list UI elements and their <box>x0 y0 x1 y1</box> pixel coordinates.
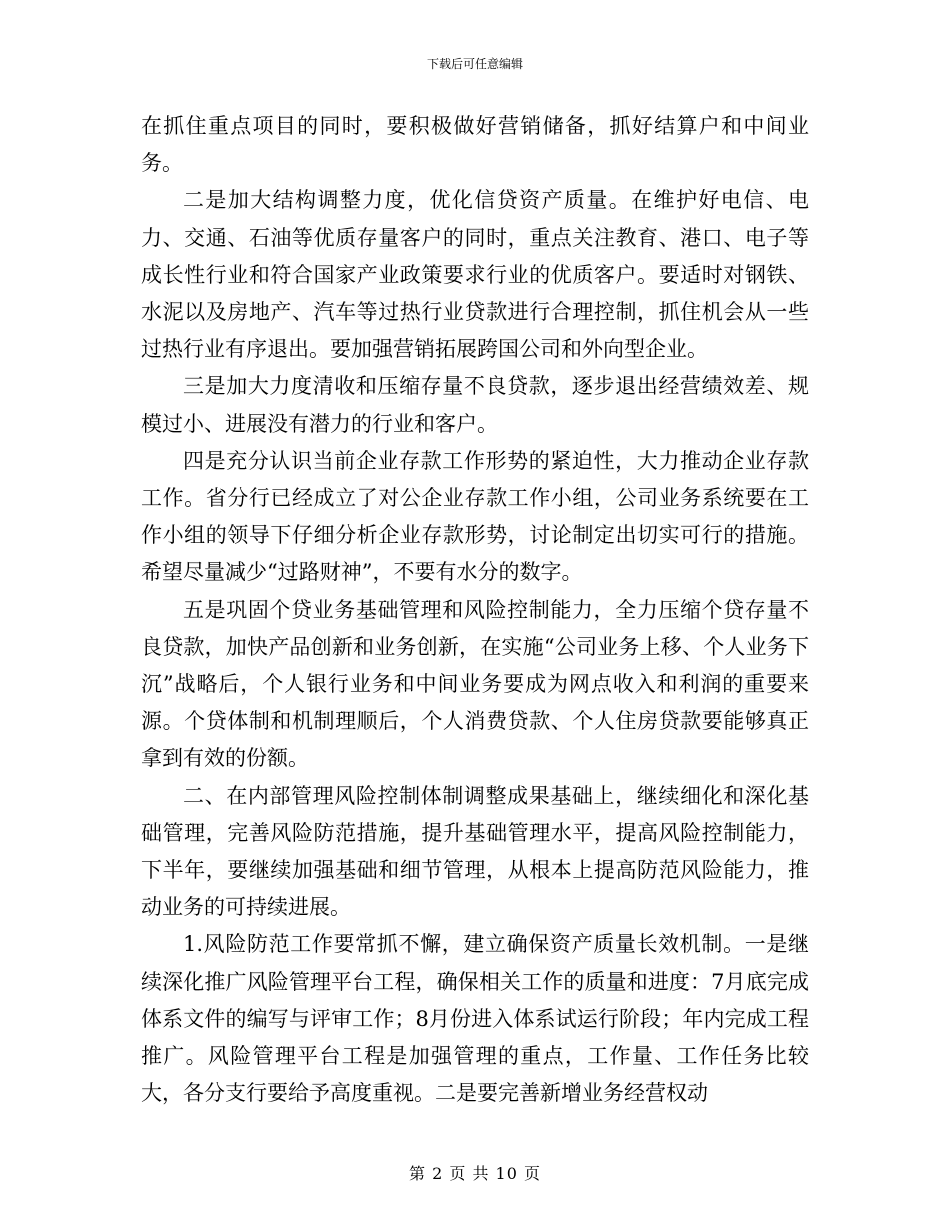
paragraph-personal-loans: 五是巩固个贷业务基础管理和风险控制能力，全力压缩个贷存量不良贷款，加快产品创新和业务创新，在实施“公司业务上移、个人业务下沉”战略后，个人银行业务和中间业务要成为网点收入和利润的重要来源。个贷体制和机制理顺后，个人消费贷款、个人住房贷款要能够真正拿到有效的份额。 <box>141 597 809 771</box>
paragraph-continuation: 在抓住重点项目的同时，要积极做好营销储备，抓好结算户和中间业务。 <box>141 114 809 176</box>
document-body <box>141 108 809 1112</box>
paragraph-risk-prevention: 1.风险防范工作要常抓不懈，建立确保资产质量长效机制。一是继续深化推广风险管理平台工程，确保相关工作的质量和进度：7月底完成体系文件的编写与评审工作；8月份进入体系试运行阶段；年内完成工程推广。风险管理平台工程是加强管理的重点，工作量、工作任务比较大，各分支行要给予高度重视。二是要完善新增业务经营权动 <box>141 932 809 1106</box>
paragraph-structure-adjustment: 二是加大结构调整力度，优化信贷资产质量。在维护好电信、电力、交通、石油等优质存量客户的同时，重点关注教育、港口、电子等成长性行业和符合国家产业政策要求行业的优质客户。要适时对钢铁、水泥以及房地产、汽车等过热行业贷款进行合理控制，抓住机会从一些过热行业有序退出。要加强营销拓展跨国公司和外向型企业。 <box>141 188 809 362</box>
paragraph-bad-loans: 三是加大力度清收和压缩存量不良贷款，逐步退出经营绩效差、规模过小、进展没有潜力的行业和客户。 <box>141 374 809 436</box>
paragraph-enterprise-deposits: 四是充分认识当前企业存款工作形势的紧迫性，大力推动企业存款工作。省分行已经成立了对公企业存款工作小组，公司业务系统要在工作小组的领导下仔细分析企业存款形势，讨论制定出切实可行的措施。希望尽量减少“过路财神”，不要有水分的数字。 <box>141 448 809 585</box>
page-header: 下载后可任意编辑 <box>426 57 523 71</box>
page-footer: 第 2 页 共 10 页 <box>409 1164 541 1183</box>
paragraph-internal-management: 二、在内部管理风险控制体制调整成果基础上，继续细化和深化基础管理，完善风险防范措施，提升基础管理水平，提高风险控制能力，下半年，要继续加强基础和细节管理，从根本上提高防范风险能力，推动业务的可持续进展。 <box>141 783 809 920</box>
